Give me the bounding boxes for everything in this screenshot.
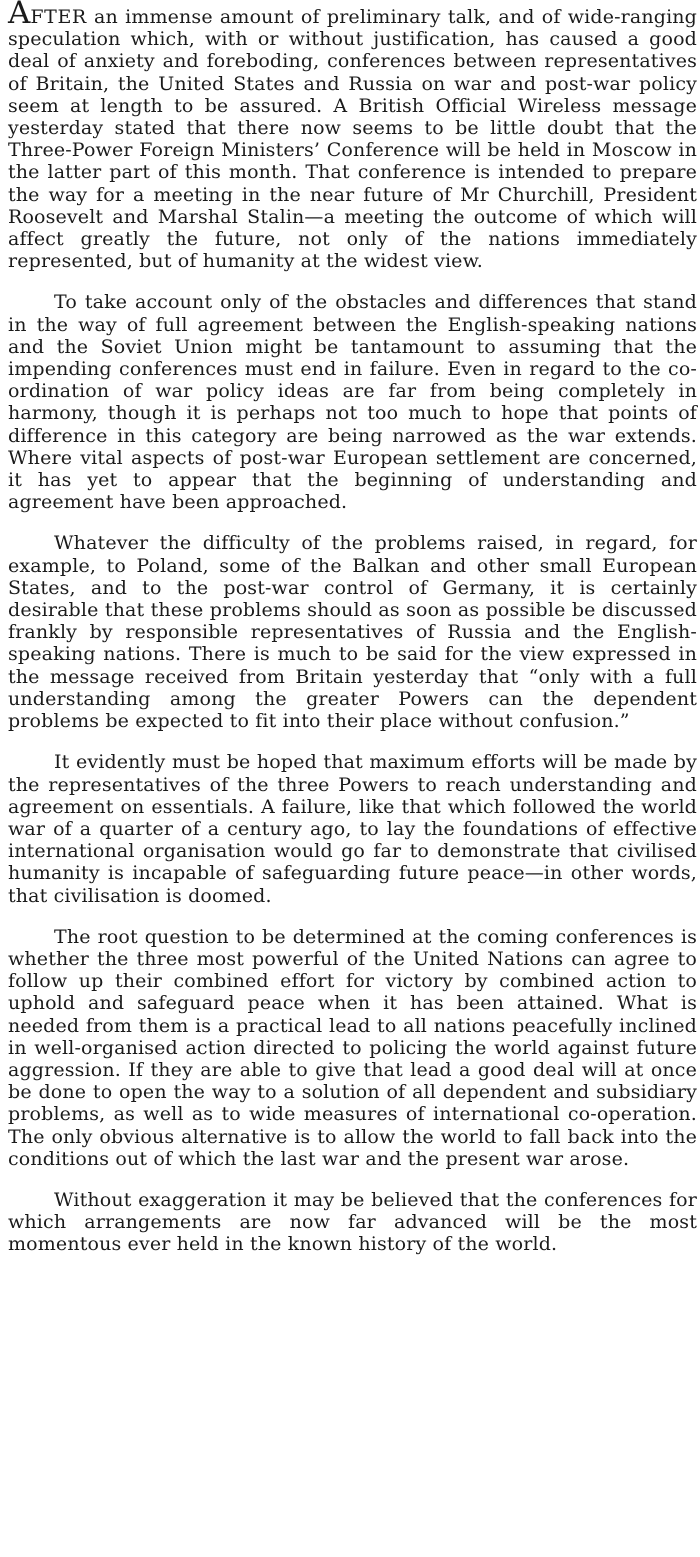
paragraph-4: It evidently must be hoped that maximum efforts will be made by the representatives of the three Powers to reach understanding and agreement on essentials. A failure, like that which followed the world war of a quarter of a century ago, to lay the foundations of effective international organisation would go far to demonstrate that civilised humanity is incapable of safeguarding future peace—in other words, that civilisation is doomed. bbox=[8, 751, 697, 907]
paragraph-1 bbox=[8, 2, 697, 272]
paragraph-3: Whatever the difficulty of the problems raised, in regard, for example, to Poland, some of the Balkan and other small European States, and to the post-war control of Germany, it is certainly desirable that these problems should as soon as possible be discussed frankly by responsible representatives of Russia and the English-speaking nations. There is much to be said for the view expressed in the message received from Britain yesterday that “only with a full understanding among the greater Powers can the dependent problems be expected to fit into their place without confusion.” bbox=[8, 532, 697, 733]
lead-word: FTER bbox=[30, 6, 87, 28]
paragraph-2: To take account only of the obstacles and differences that stand in the way of full agreement between the English-speaking nations and the Soviet Union might be tantamount to assuming that the impending conferences must end in failure. Even in regard to the co-ordination of war policy ideas are far from being completely in harmony, though it is perhaps not too much to hope that points of difference in this category are being narrowed as the war extends. Where vital aspects of post-war European settlement are concerned, it has yet to appear that the beginning of understanding and agreement have been approached. bbox=[8, 291, 697, 514]
paragraph-1-text: an immense amount of preliminary talk, and of wide-ranging speculation which, with or without justification, has caused a good deal of anxiety and foreboding, conferences between representatives of Britain, the United States and Russia on war and post-war policy seem at length to be assured. A British Official Wireless message yesterday stated that there now seems to be little doubt that the Three-Power Foreign Ministers’ Conference will be held in Moscow in the latter part of this month. That conference is intended to prepare the way for a meeting in the near future of Mr Churchill, President Roosevelt and Marshal Stalin—a meeting the outcome of which will affect greatly the future, not only of the nations immediately represented, but of humanity at the widest view. bbox=[8, 6, 697, 273]
paragraph-6: Without exaggeration it may be believed that the conferences for which arrangements are now far advanced will be the most momentous ever held in the known history of the world. bbox=[8, 1188, 697, 1256]
drop-cap: A bbox=[8, 0, 31, 31]
paragraph-5: The root question to be determined at the coming conferences is whether the three most powerful of the United Nations can agree to follow up their combined effort for victory by combined action to uphold and safeguard peace when it has been attained. What is needed from them is a practical lead to all nations peacefully inclined in well-organised action directed to policing the world against future aggression. If they are able to give that lead a good deal will at once be done to open the way to a solution of all dependent and subsidiary problems, as well as to wide measures of international co-operation. The only obvious alternative is to allow the world to fall back into the conditions out of which the last war and the present war arose. bbox=[8, 925, 697, 1170]
